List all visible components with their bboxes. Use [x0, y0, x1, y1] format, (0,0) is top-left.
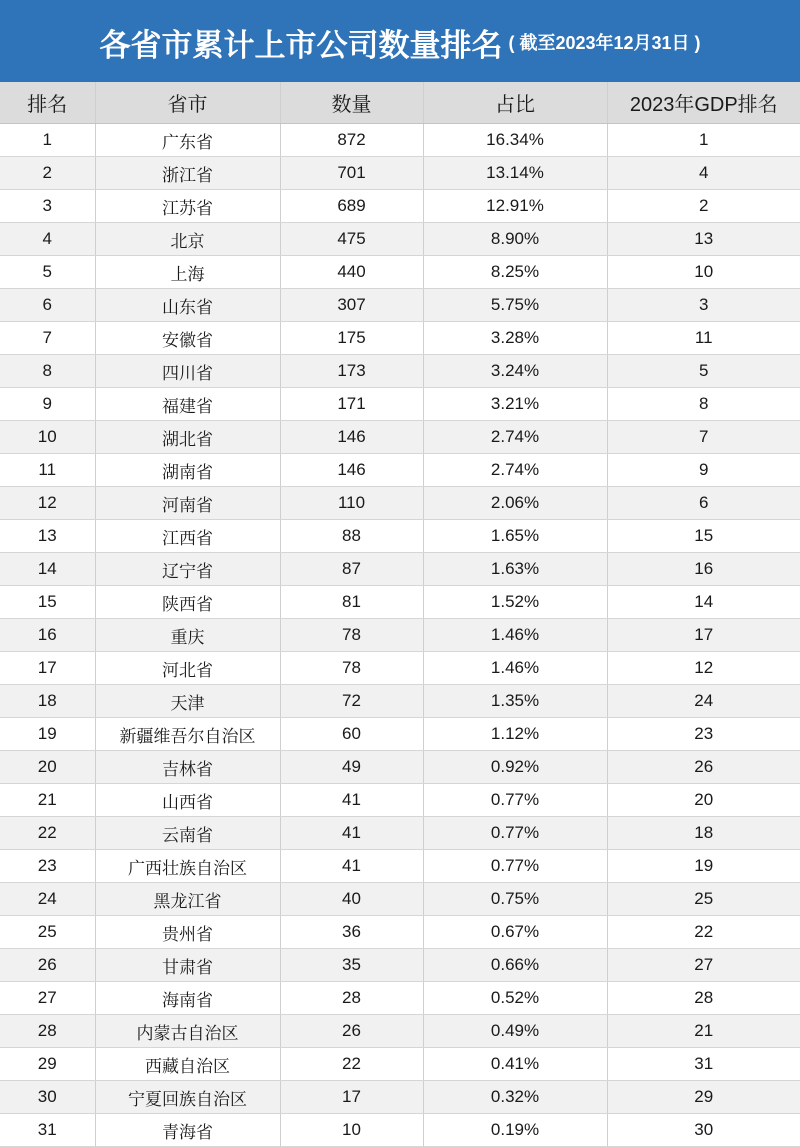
rank-cell: 27: [0, 982, 95, 1015]
gdp-rank-cell: 20: [607, 784, 800, 817]
province-cell: 辽宁省: [95, 553, 280, 586]
gdp-rank-cell: 26: [607, 751, 800, 784]
province-cell: 天津: [95, 685, 280, 718]
share-cell: 0.77%: [423, 817, 607, 850]
table-row: [0, 751, 800, 784]
province-cell: 新疆维吾尔自治区: [95, 718, 280, 751]
table-row: [0, 685, 800, 718]
count-cell: 475: [280, 223, 423, 256]
count-cell: 87: [280, 553, 423, 586]
province-cell: 海南省: [95, 982, 280, 1015]
gdp-rank-cell: 30: [607, 1114, 800, 1147]
count-cell: 22: [280, 1048, 423, 1081]
province-cell: 安徽省: [95, 322, 280, 355]
table-body: [0, 124, 800, 1147]
rank-cell: 30: [0, 1081, 95, 1114]
gdp-rank-cell: 27: [607, 949, 800, 982]
share-cell: 8.25%: [423, 256, 607, 289]
rank-cell: 14: [0, 553, 95, 586]
rank-cell: 22: [0, 817, 95, 850]
share-cell: 1.63%: [423, 553, 607, 586]
share-cell: 3.24%: [423, 355, 607, 388]
rank-cell: 28: [0, 1015, 95, 1048]
gdp-rank-cell: 10: [607, 256, 800, 289]
rank-cell: 31: [0, 1114, 95, 1147]
count-cell: 41: [280, 784, 423, 817]
table-row: [0, 949, 800, 982]
rank-cell: 8: [0, 355, 95, 388]
table-row: [0, 388, 800, 421]
gdp-rank-cell: 19: [607, 850, 800, 883]
table-row: [0, 421, 800, 454]
province-cell: 浙江省: [95, 157, 280, 190]
table-row: [0, 223, 800, 256]
table-row: [0, 652, 800, 685]
gdp-rank-cell: 16: [607, 553, 800, 586]
province-cell: 甘肃省: [95, 949, 280, 982]
share-cell: 13.14%: [423, 157, 607, 190]
title-banner: [0, 0, 800, 82]
rank-cell: 16: [0, 619, 95, 652]
rank-cell: 17: [0, 652, 95, 685]
rank-cell: 7: [0, 322, 95, 355]
gdp-rank-cell: 5: [607, 355, 800, 388]
share-cell: 0.41%: [423, 1048, 607, 1081]
table-row: [0, 553, 800, 586]
gdp-rank-cell: 24: [607, 685, 800, 718]
rank-cell: 21: [0, 784, 95, 817]
gdp-rank-cell: 3: [607, 289, 800, 322]
count-cell: 689: [280, 190, 423, 223]
gdp-rank-cell: 31: [607, 1048, 800, 1081]
count-cell: 146: [280, 421, 423, 454]
table-row: [0, 124, 800, 157]
column-header-rank: 排名: [0, 82, 95, 124]
count-cell: 41: [280, 817, 423, 850]
rank-cell: 5: [0, 256, 95, 289]
share-cell: 3.21%: [423, 388, 607, 421]
column-header-count: 数量: [280, 82, 423, 124]
rank-cell: 18: [0, 685, 95, 718]
rank-cell: 3: [0, 190, 95, 223]
table-row: [0, 1081, 800, 1114]
column-header-share: 占比: [423, 82, 607, 124]
province-cell: 山西省: [95, 784, 280, 817]
table-row: [0, 619, 800, 652]
gdp-rank-cell: 15: [607, 520, 800, 553]
table-row: [0, 586, 800, 619]
share-cell: 0.32%: [423, 1081, 607, 1114]
gdp-rank-cell: 29: [607, 1081, 800, 1114]
province-cell: 山东省: [95, 289, 280, 322]
table-row: [0, 784, 800, 817]
rank-cell: 11: [0, 454, 95, 487]
province-cell: 宁夏回族自治区: [95, 1081, 280, 1114]
table-row: [0, 850, 800, 883]
table-row: [0, 289, 800, 322]
province-cell: 内蒙古自治区: [95, 1015, 280, 1048]
column-header-province: 省市: [95, 82, 280, 124]
share-cell: 1.65%: [423, 520, 607, 553]
rank-cell: 20: [0, 751, 95, 784]
gdp-rank-cell: 25: [607, 883, 800, 916]
rank-cell: 23: [0, 850, 95, 883]
table-row: [0, 256, 800, 289]
gdp-rank-cell: 2: [607, 190, 800, 223]
share-cell: 2.74%: [423, 421, 607, 454]
share-cell: 1.46%: [423, 619, 607, 652]
share-cell: 1.46%: [423, 652, 607, 685]
rank-cell: 4: [0, 223, 95, 256]
table-row: [0, 520, 800, 553]
gdp-rank-cell: 22: [607, 916, 800, 949]
gdp-rank-cell: 4: [607, 157, 800, 190]
rank-cell: 2: [0, 157, 95, 190]
gdp-rank-cell: 8: [607, 388, 800, 421]
gdp-rank-cell: 7: [607, 421, 800, 454]
share-cell: 16.34%: [423, 124, 607, 157]
share-cell: 1.52%: [423, 586, 607, 619]
count-cell: 440: [280, 256, 423, 289]
province-cell: 西藏自治区: [95, 1048, 280, 1081]
count-cell: 28: [280, 982, 423, 1015]
province-cell: 湖北省: [95, 421, 280, 454]
table-row: [0, 355, 800, 388]
rank-cell: 12: [0, 487, 95, 520]
ranking-table: [0, 82, 800, 1147]
count-cell: 40: [280, 883, 423, 916]
rank-cell: 25: [0, 916, 95, 949]
table-header-row: [0, 82, 800, 124]
table-row: [0, 1015, 800, 1048]
count-cell: 72: [280, 685, 423, 718]
gdp-rank-cell: 1: [607, 124, 800, 157]
gdp-rank-cell: 11: [607, 322, 800, 355]
province-cell: 上海: [95, 256, 280, 289]
gdp-rank-cell: 13: [607, 223, 800, 256]
province-cell: 江苏省: [95, 190, 280, 223]
rank-cell: 15: [0, 586, 95, 619]
gdp-rank-cell: 28: [607, 982, 800, 1015]
count-cell: 88: [280, 520, 423, 553]
count-cell: 175: [280, 322, 423, 355]
table-row: [0, 454, 800, 487]
rank-cell: 29: [0, 1048, 95, 1081]
province-cell: 江西省: [95, 520, 280, 553]
count-cell: 81: [280, 586, 423, 619]
share-cell: 0.77%: [423, 850, 607, 883]
count-cell: 26: [280, 1015, 423, 1048]
count-cell: 171: [280, 388, 423, 421]
count-cell: 110: [280, 487, 423, 520]
province-cell: 河南省: [95, 487, 280, 520]
province-cell: 云南省: [95, 817, 280, 850]
gdp-rank-cell: 9: [607, 454, 800, 487]
count-cell: 41: [280, 850, 423, 883]
province-cell: 青海省: [95, 1114, 280, 1147]
share-cell: 0.92%: [423, 751, 607, 784]
province-cell: 河北省: [95, 652, 280, 685]
share-cell: 0.66%: [423, 949, 607, 982]
rank-cell: 10: [0, 421, 95, 454]
share-cell: 0.19%: [423, 1114, 607, 1147]
share-cell: 12.91%: [423, 190, 607, 223]
count-cell: 701: [280, 157, 423, 190]
province-cell: 广东省: [95, 124, 280, 157]
count-cell: 173: [280, 355, 423, 388]
province-cell: 福建省: [95, 388, 280, 421]
count-cell: 60: [280, 718, 423, 751]
gdp-rank-cell: 23: [607, 718, 800, 751]
province-cell: 四川省: [95, 355, 280, 388]
share-cell: 1.12%: [423, 718, 607, 751]
table-row: [0, 190, 800, 223]
rank-cell: 19: [0, 718, 95, 751]
count-cell: 146: [280, 454, 423, 487]
province-cell: 北京: [95, 223, 280, 256]
share-cell: 0.75%: [423, 883, 607, 916]
count-cell: 36: [280, 916, 423, 949]
share-cell: 8.90%: [423, 223, 607, 256]
table-row: [0, 487, 800, 520]
gdp-rank-cell: 12: [607, 652, 800, 685]
count-cell: 10: [280, 1114, 423, 1147]
province-cell: 陕西省: [95, 586, 280, 619]
province-cell: 吉林省: [95, 751, 280, 784]
count-cell: 78: [280, 619, 423, 652]
province-cell: 广西壮族自治区: [95, 850, 280, 883]
province-cell: 重庆: [95, 619, 280, 652]
page-subtitle-date: ( 截至2023年12月31日 ): [508, 33, 701, 53]
share-cell: 0.67%: [423, 916, 607, 949]
rank-cell: 26: [0, 949, 95, 982]
gdp-rank-cell: 18: [607, 817, 800, 850]
table-row: [0, 916, 800, 949]
page-title: 各省市累计上市公司数量排名: [99, 27, 503, 63]
count-cell: 307: [280, 289, 423, 322]
province-cell: 贵州省: [95, 916, 280, 949]
table-row: [0, 1048, 800, 1081]
count-cell: 49: [280, 751, 423, 784]
rank-cell: 13: [0, 520, 95, 553]
count-cell: 17: [280, 1081, 423, 1114]
table-row: [0, 883, 800, 916]
share-cell: 0.77%: [423, 784, 607, 817]
share-cell: 0.52%: [423, 982, 607, 1015]
share-cell: 2.74%: [423, 454, 607, 487]
rank-cell: 6: [0, 289, 95, 322]
gdp-rank-cell: 6: [607, 487, 800, 520]
table-row: [0, 982, 800, 1015]
share-cell: 0.49%: [423, 1015, 607, 1048]
table-row: [0, 718, 800, 751]
share-cell: 1.35%: [423, 685, 607, 718]
gdp-rank-cell: 14: [607, 586, 800, 619]
share-cell: 5.75%: [423, 289, 607, 322]
count-cell: 35: [280, 949, 423, 982]
count-cell: 872: [280, 124, 423, 157]
rank-cell: 24: [0, 883, 95, 916]
table-row: [0, 157, 800, 190]
province-cell: 湖南省: [95, 454, 280, 487]
table-row: [0, 817, 800, 850]
province-cell: 黑龙江省: [95, 883, 280, 916]
column-header-gdp-rank: 2023年GDP排名: [607, 82, 800, 124]
share-cell: 3.28%: [423, 322, 607, 355]
table-row: [0, 322, 800, 355]
gdp-rank-cell: 17: [607, 619, 800, 652]
rank-cell: 9: [0, 388, 95, 421]
rank-cell: 1: [0, 124, 95, 157]
table-row: [0, 1114, 800, 1147]
count-cell: 78: [280, 652, 423, 685]
gdp-rank-cell: 21: [607, 1015, 800, 1048]
share-cell: 2.06%: [423, 487, 607, 520]
